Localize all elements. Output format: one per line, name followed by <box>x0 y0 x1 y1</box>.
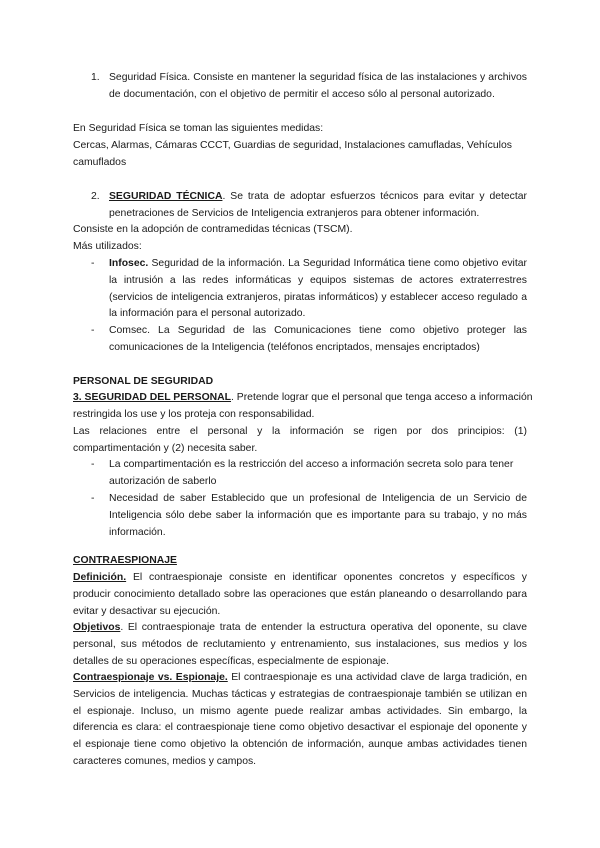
objetivos-term: Objetivos <box>73 622 121 633</box>
seguridad-tecnica-text: . Se trata de adoptar esfuerzos técnicos para evitar y detectar penetraciones de Servicios de Inteligencia extranjeros para obtener información. <box>109 191 527 219</box>
contraespionaje-heading: CONTRAESPIONAJE <box>73 555 177 566</box>
infosec-text: Seguridad de la información. La Seguridad Informática tiene como objetivo evitar la intrusión a las redes informáticas y equipos sistemas de actores extraterrestres (servicios de inteligencia extranjeros, piratas informáticos) y establecer acceso regulado a la información para el personal autorizado. <box>109 258 527 320</box>
objetivos-text: . El contraespionaje trata de entender la estructura operativa del oponente, su clave personal, sus métodos de reclutamiento y entrenamiento, sus instalaciones, sus medios y los detalles de su operaciones específicas, especialmente de espionaje. <box>73 622 527 667</box>
bullet-dash: - <box>91 258 95 269</box>
bullet-dash: - <box>91 459 95 470</box>
seguridad-personal-paragraph <box>73 390 533 424</box>
definicion-text: El contraespionaje consiste en identificar oponentes concretos y específicos y producir conocimiento detallado sobre las operaciones que están planeando o desarrollando para evitar y desactivar su ejecución. <box>73 572 527 617</box>
personal-heading: PERSONAL DE SEGURIDAD <box>73 376 214 387</box>
measures-list: Cercas, Alarmas, Cámaras CCCT, Guardias de seguridad, Instalaciones camufladas, Vehículos camuflados <box>73 140 512 168</box>
compartimentacion-bullet: La compartimentación es la restricción del acceso a información secreta solo para tener autorización de saberlo <box>109 459 514 487</box>
relations-paragraph: Las relaciones entre el personal y la información se rigen por dos principios: (1) compartimentación y (2) necesita saber. <box>73 426 527 454</box>
seguridad-personal-title: 3. SEGURIDAD DEL PERSONAL <box>73 392 232 403</box>
most-used-label: Más utilizados: <box>73 241 142 252</box>
bullet-dash: - <box>91 493 95 504</box>
contraespionaje-vs-term: Contraespionaje vs. Espionaje. <box>73 672 228 683</box>
list-number: 1. <box>91 72 100 83</box>
seguridad-personal-text: . Pretende lograr que el personal que tenga acceso a información restringida los use y los proteja con responsabilidad. <box>73 392 533 420</box>
bullet-dash: - <box>91 325 95 336</box>
tscm-line: Consiste en la adopción de contramedidas técnicas (TSCM). <box>73 224 353 235</box>
list-number: 2. <box>91 191 100 202</box>
contraespionaje-vs-paragraph <box>73 670 527 771</box>
definicion-term: Definición. <box>73 572 127 583</box>
infosec-bullet <box>109 256 527 323</box>
seguridad-tecnica-paragraph <box>109 189 527 223</box>
necesidad-bullet: Necesidad de saber Establecido que un profesional de Inteligencia de un Servicio de Inteligencia sólo debe saber la información que es importante para su trabajo, y no más información. <box>109 493 527 538</box>
measures-intro: En Seguridad Física se toman las siguientes medidas: <box>73 123 324 134</box>
objetivos-paragraph <box>73 620 527 670</box>
comsec-bullet: Comsec. La Seguridad de las Comunicaciones tiene como objetivo proteger las comunicaciones de la Inteligencia (teléfonos encriptados, mensajes encriptados) <box>109 325 527 353</box>
seguridad-tecnica-title: SEGURIDAD TÉCNICA <box>109 191 223 202</box>
definicion-paragraph <box>73 570 527 620</box>
infosec-term: Infosec. <box>109 258 149 269</box>
seguridad-fisica-paragraph: Seguridad Física. Consiste en mantener la seguridad física de las instalaciones y archivos de documentación, con el objetivo de permitir el acceso sólo al personal autorizado. <box>109 72 527 100</box>
contraespionaje-vs-text: El contraespionaje es una actividad clave de larga tradición, en Servicios de inteligencia. Muchas tácticas y estrategias de contraespionaje también se utilizan en el espionaje. Incluso, un mismo agente puede realizar ambas actividades. Sin embargo, la diferencia es clara: el contraespionaje tiene como objetivo desactivar el espionaje del oponente y el espionaje tiene como objetivo la obtención de información, aunque ambas actividades tienen caracteres comunes, medios y campos. <box>73 672 527 767</box>
